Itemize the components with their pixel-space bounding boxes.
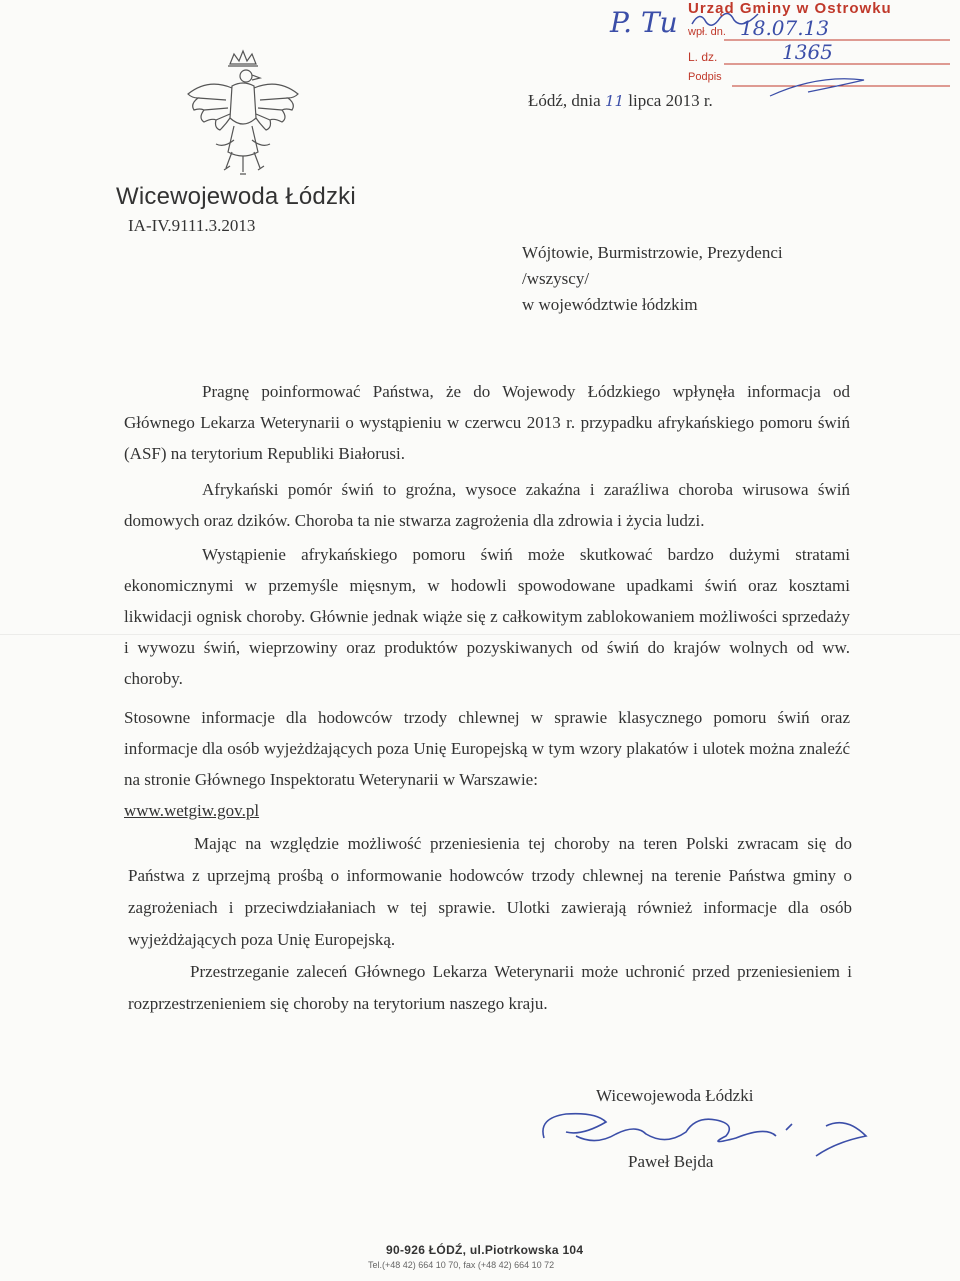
recipients-block xyxy=(522,240,783,318)
recipient-line: w województwie łódzkim xyxy=(522,295,698,314)
paragraph-recommendations: Przestrzeganie zaleceń Głównego Lekarza Weterynarii może uchronić przed przeniesieniem i rozprzestrzenieniem się choroby na terytorium naszego kraju. xyxy=(128,962,852,1013)
footer-address: 90-926 ŁÓDŹ, ul.Piotrkowska 104 xyxy=(386,1243,584,1257)
signatory-name: Paweł Bejda xyxy=(628,1152,714,1171)
stamp-lines xyxy=(688,0,960,100)
footer-phone xyxy=(368,1260,598,1280)
stamp-received-value: 18.07.13 xyxy=(740,16,830,40)
paragraph-intro: Pragnę poinformować Państwa, że do Wojewody Łódzkiego wpłynęła informacja od Głównego Lekarza Weterynarii o wystąpieniu w czerwcu 2013 r. przypadku afrykańskiego pomoru świń (ASF) na terytorium Republiki Białorusi. xyxy=(124,382,850,463)
date-line xyxy=(528,91,713,111)
wetgiw-link[interactable]: www.wetgiw.gov.pl xyxy=(124,801,260,820)
information-text: Stosowne informacje dla hodowców trzody chlewnej w sprawie klasycznego pomoru świń oraz informacje dla osób wyjeżdżających poza Unię Europejską w tym wzory plakatów i ulotek można znaleźć na stronie Głównego Inspektoratu Weterynarii w Warszawie: xyxy=(124,708,850,789)
office-title: Wicewojewoda Łódzki xyxy=(116,183,356,210)
reference-number: IA-IV.9111.3.2013 xyxy=(128,216,256,235)
date-prefix: Łódź, dnia xyxy=(528,91,601,110)
registry-stamp xyxy=(688,0,960,83)
recipient-line: Wójtowie, Burmistrzowie, Prezydenci xyxy=(522,243,783,262)
footer-phone-text: Tel.(+48 42) 664 10 70, fax (+48 42) 664 10 72 xyxy=(368,1260,555,1270)
signature-title: Wicewojewoda Łódzki xyxy=(596,1086,754,1105)
date-rest: lipca 2013 r. xyxy=(628,91,713,110)
stamp-lds-value: 1365 xyxy=(782,40,833,64)
stamp-sign-label: Podpis xyxy=(688,71,722,83)
paragraph-request: Mając na względzie możliwość przeniesienia tej choroby na teren Polski zwracam się do Państwa z uprzejmą prośbą o informowanie hodowców trzody chlewnej na terenie Państwa gminy o zagrożeniach i przeciwdziałaniach w tej sprawie. Ulotki zawierają również informacje dla osób wyjeżdżających poza Unię Europejską. xyxy=(128,834,852,949)
handwritten-note: P. Tu xyxy=(610,6,678,39)
stamp-received-label: wpł. dn. xyxy=(688,26,726,38)
date-day: 11 xyxy=(604,92,625,110)
recipient-line: /wszyscy/ xyxy=(522,269,590,288)
paragraph-information xyxy=(124,702,850,826)
paragraph-losses: Wystąpienie afrykańskiego pomoru świń może skutkować bardzo dużymi stratami ekonomicznymi w przemyśle mięsnym, w hodowli spowodowane upadkami świń oraz kosztami likwidacji ognisk choroby. Głównie jednak wiąże się z całkowitym zablokowaniem możliwości sprzedaży i wywozu świń, wieprzowiny oraz produktów pozyskiwanych od świń do krajów wolnych od ww. choroby. xyxy=(124,545,850,688)
polish-eagle-emblem xyxy=(168,48,318,188)
stamp-lds-label: L. dz. xyxy=(688,50,718,64)
paragraph-disease: Afrykański pomór świń to groźna, wysoce zakaźna i zaraźliwa choroba wirusowa świń domowych oraz dzików. Choroba ta nie stwarza zagrożenia dla zdrowia i życia ludzi. xyxy=(124,480,850,530)
stamp-title: Urząd Gminy w Ostrowku xyxy=(688,0,892,17)
